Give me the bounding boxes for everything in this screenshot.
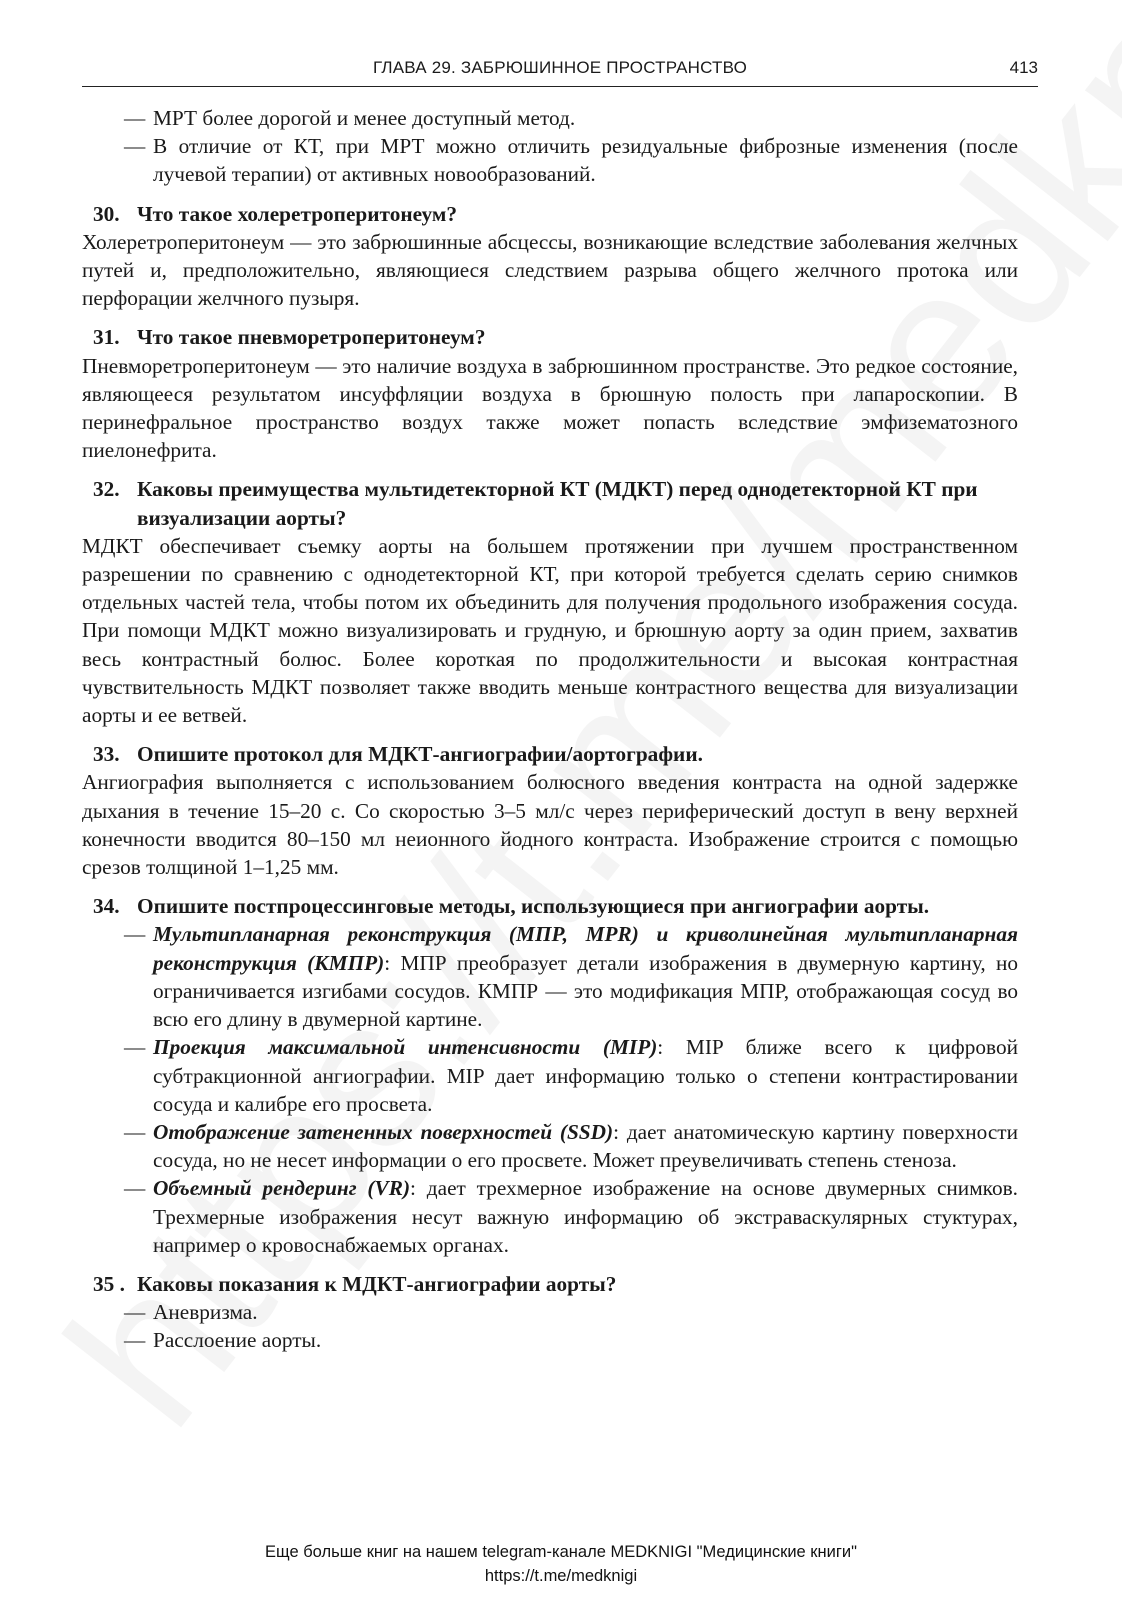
page-body <box>82 104 1018 1355</box>
page-number: 413 <box>1009 58 1038 77</box>
footer <box>0 1540 1122 1588</box>
list-item: — Проекция максимальной интенсивности (MIP): MIP ближе всего к цифровой субтракционной ангиографии. MIP дает информацию только о степени контрастировании сосуда и калибре его просвета. <box>124 1035 1018 1116</box>
question-heading: 33. Опишите протокол для МДКТ-ангиографии/аортографии. <box>93 742 703 767</box>
list-item: — Аневризма. <box>124 1300 258 1325</box>
answer-paragraph: МДКТ обеспечивает съемку аорты на большем протяжении при лучшем пространственном разрешении по сравнению с однодетекторной КТ, при которой требуется сделать серию снимков отдельных частей тела, чтобы потом их объединить для получения продольного изображения сосуда. При помощи МДКТ можно визуализировать и грудную, и брюшную аорту за один прием, захватив весь контрастный болюс. Более короткая по продолжительности и высокая контрастная чувствительность МДКТ позволяет также вводить меньше контрастного вещества для визуализации аорты и ее ветвей. <box>82 533 1018 728</box>
list-item: — В отличие от КТ, при МРТ можно отличить резидуальные фиброзные изменения (после лучевой терапии) от активных новообразований. <box>124 134 1018 187</box>
answer-paragraph: Холеретроперитонеум — это забрюшинные абсцессы, возникающие вследствие заболевания желчных путей и, предположительно, являющиеся следствием разрыва общего желчного протока или перфорации желчного пузыря. <box>82 229 1018 311</box>
list-item: — Мультипланарная реконструкция (МПР, MPR) и криволинейная мультипланарная реконструкция (КМПР): МПР преобразует детали изображения в двумерную картину, но ограничивается изгибами сосудов. КМПР — это модификация МПР, отображающая сосуд во всю его длину в двумерной картине. <box>124 922 1018 1032</box>
question-heading: 31. Что такое пневморетроперитонеум? <box>93 325 486 350</box>
footer-link[interactable]: https://t.me/medknigi <box>484 1567 638 1585</box>
list-item: — Расслоение аорты. <box>124 1328 322 1353</box>
answer-paragraph: Ангиография выполняется с использованием болюсного введения контраста на одной задержке дыхания в течение 15–20 с. Со скоростью 3–5 мл/с через периферический доступ в вену верхней конечности вводится 80–150 мл неионного йодного контраста. Изображение строится с помощью срезов толщиной 1–1,25 мм. <box>82 770 1018 880</box>
list-item: — Объемный рендеринг (VR): дает трехмерное изображение на основе двумерных снимков. Трехмерные изображения несут важную информацию об экстраваскулярных стуктурах, например о кровоснабжаемых органах. <box>124 1176 1018 1257</box>
chapter-title: ГЛАВА 29. ЗАБРЮШИННОЕ ПРОСТРАНСТВО <box>372 58 748 77</box>
running-header <box>82 56 1038 87</box>
question-heading: 34. Опишите постпроцессинговые методы, использующиеся при ангиографии аорты. <box>93 894 930 919</box>
question-heading: 30. Что такое холеретроперитонеум? <box>93 201 458 226</box>
footer-line: Еще больше книг на нашем telegram-канале MEDKNIGI "Медицинские книги" <box>265 1543 857 1561</box>
question-heading: 32. Каковы преимущества мультидетекторной КТ (МДКТ) перед однодетекторной КТ при визуализации аорты? <box>93 477 978 530</box>
list-item: — Отображение затененных поверхностей (SSD): дает анатомическую картину поверхности сосуда, но не несет информации о его просвете. Может преувеличивать степень стеноза. <box>124 1119 1018 1173</box>
list-item: — МРТ более дорогой и менее доступный метод. <box>124 106 576 130</box>
question-heading: 35 . Каковы показания к МДКТ-ангиографии аорты? <box>93 1271 617 1296</box>
answer-paragraph: Пневморетроперитонеум — это наличие воздуха в забрюшинном пространстве. Это редкое состояние, являющееся результатом инсуффляции воздуха в брюшную полость при лапароскопии. В перинефральное пространство воздух также может попасть вследствие эмфизематозного пиелонефрита. <box>82 353 1018 463</box>
